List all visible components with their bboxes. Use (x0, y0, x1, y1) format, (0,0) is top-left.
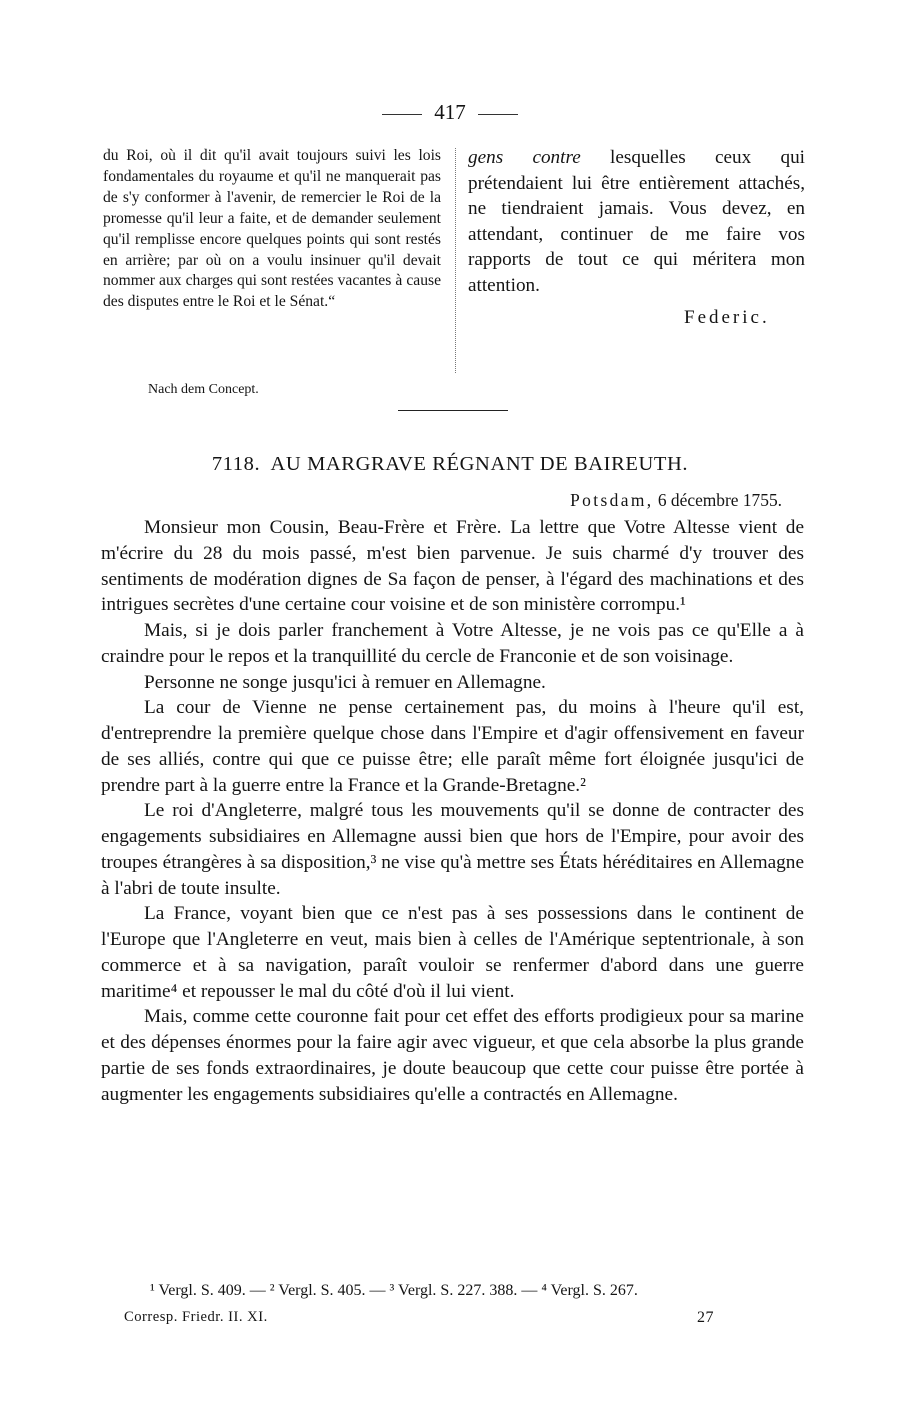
body-paragraph: Le roi d'Angleterre, malgré tous les mouvements qu'il se donne de contracter des engagements subsidiaires en Allemagne aussi bien que hors de l'Empire, pour avoir des troupes étrangères à sa disposition,³ ne vise qu'à mettre ses États héréditaires en Allemagne à l'abri de toute insulte. (101, 800, 804, 899)
source-note: Nach dem Concept. (148, 382, 259, 397)
letter-number: 7118. (211, 453, 261, 475)
footer-signature: Corresp. Friedr. II. XI. (124, 1309, 268, 1325)
column-divider (455, 148, 456, 373)
header-rule-right (478, 114, 518, 115)
dateline-date: 6 décembre 1755. (657, 490, 782, 510)
right-column-italic-lead: gens contre (468, 147, 581, 168)
page-number: 417 (434, 100, 466, 124)
body-paragraph: Monsieur mon Cousin, Beau-Frère et Frère. La lettre que Votre Altesse vient de m'écrire du 28 du mois passé, m'est bien parvenue. Je suis charmé d'y trouver des sentiments de modération dignes de Sa façon de penser, à l'égard des machinations et des intrigues secrètes d'une certaine cour voisine et de son ministère corrompu.¹ (101, 517, 804, 616)
section-divider (398, 410, 508, 411)
footnotes: ¹ Vergl. S. 409. — ² Vergl. S. 405. — ³ Vergl. S. 227. 388. — ⁴ Vergl. S. 267. (150, 1282, 638, 1299)
left-column (103, 146, 441, 313)
left-column-paragraph: du Roi, où il dit qu'il avait toujours suivi les lois fondamentales du royaume et qu'il ne manquerait pas de s'y conformer à l'avenir, de remercier le Roi de la promesse qu'il leur a faite, et de demander seulement qu'il remplisse encore quelques points qui sont restés en arrière; par où on a voulu insinuer qu'il devait nommer aux charges qui sont restées vacantes à cause des disputes entre le Roi et le Sénat.“ (103, 147, 441, 311)
body-paragraph: La France, voyant bien que ce n'est pas à ses possessions dans le continent de l'Europe que l'Angleterre en veut, mais bien à celles de l'Amérique septentrionale, à son commerce et à sa navigation, paraît vouloir se renfermer d'abord dans une guerre maritime⁴ et repousser le mal du côté d'où il lui vient. (101, 903, 804, 1002)
footer-sheet-number: 27 (697, 1309, 714, 1326)
body-paragraph: La cour de Vienne ne pense certainement pas, du moins à l'heure qu'il est, d'entreprendre la première quelque chose dans l'Empire et d'agir offensivement en faveur de ses alliés, contre qui que ce puisse être; elle paraît même fort éloignée jusqu'ici de prendre part à la guerre entre la France et la Grande-Bretagne.² (101, 697, 804, 796)
dateline-place: Potsdam, (570, 490, 654, 510)
body-paragraph: Mais, comme cette couronne fait pour cet effet des efforts prodigieux pour sa marine et des dépenses énormes pour la faire agir avec vigueur, et que cela absorbe la plus grande partie de ses fonds extraordinaires, je doute beaucoup que cette cour puisse être portée à augmenter les engagements subsidiaires qu'elle a contractés en Allemagne. (101, 1006, 804, 1105)
right-column-paragraph (468, 145, 805, 299)
page-number-header (0, 100, 900, 125)
right-column-text: lesquelles ceux qui prétendaient lui être entièrement attachés, ne tiendraient jamais. Vous devez, en attendant, continuer de me faire vos rapports de tout ce qui méritera mon attention. (468, 147, 805, 296)
header-rule-left (382, 114, 422, 115)
signature: Federic. (684, 307, 770, 328)
body-paragraph: Mais, si je dois parler franchement à Votre Altesse, je ne vois pas ce qu'Elle a à craindre pour le repos et la tranquillité du cercle de Franconie et de son voisinage. (101, 620, 804, 667)
letter-heading (0, 453, 900, 476)
right-column (468, 145, 805, 299)
letter-title: AU MARGRAVE RÉGNANT DE BAIREUTH. (270, 453, 689, 475)
body-paragraph: Personne ne songe jusqu'ici à remuer en Allemagne. (144, 671, 546, 693)
letter-body (101, 515, 804, 1107)
dateline (570, 490, 782, 511)
